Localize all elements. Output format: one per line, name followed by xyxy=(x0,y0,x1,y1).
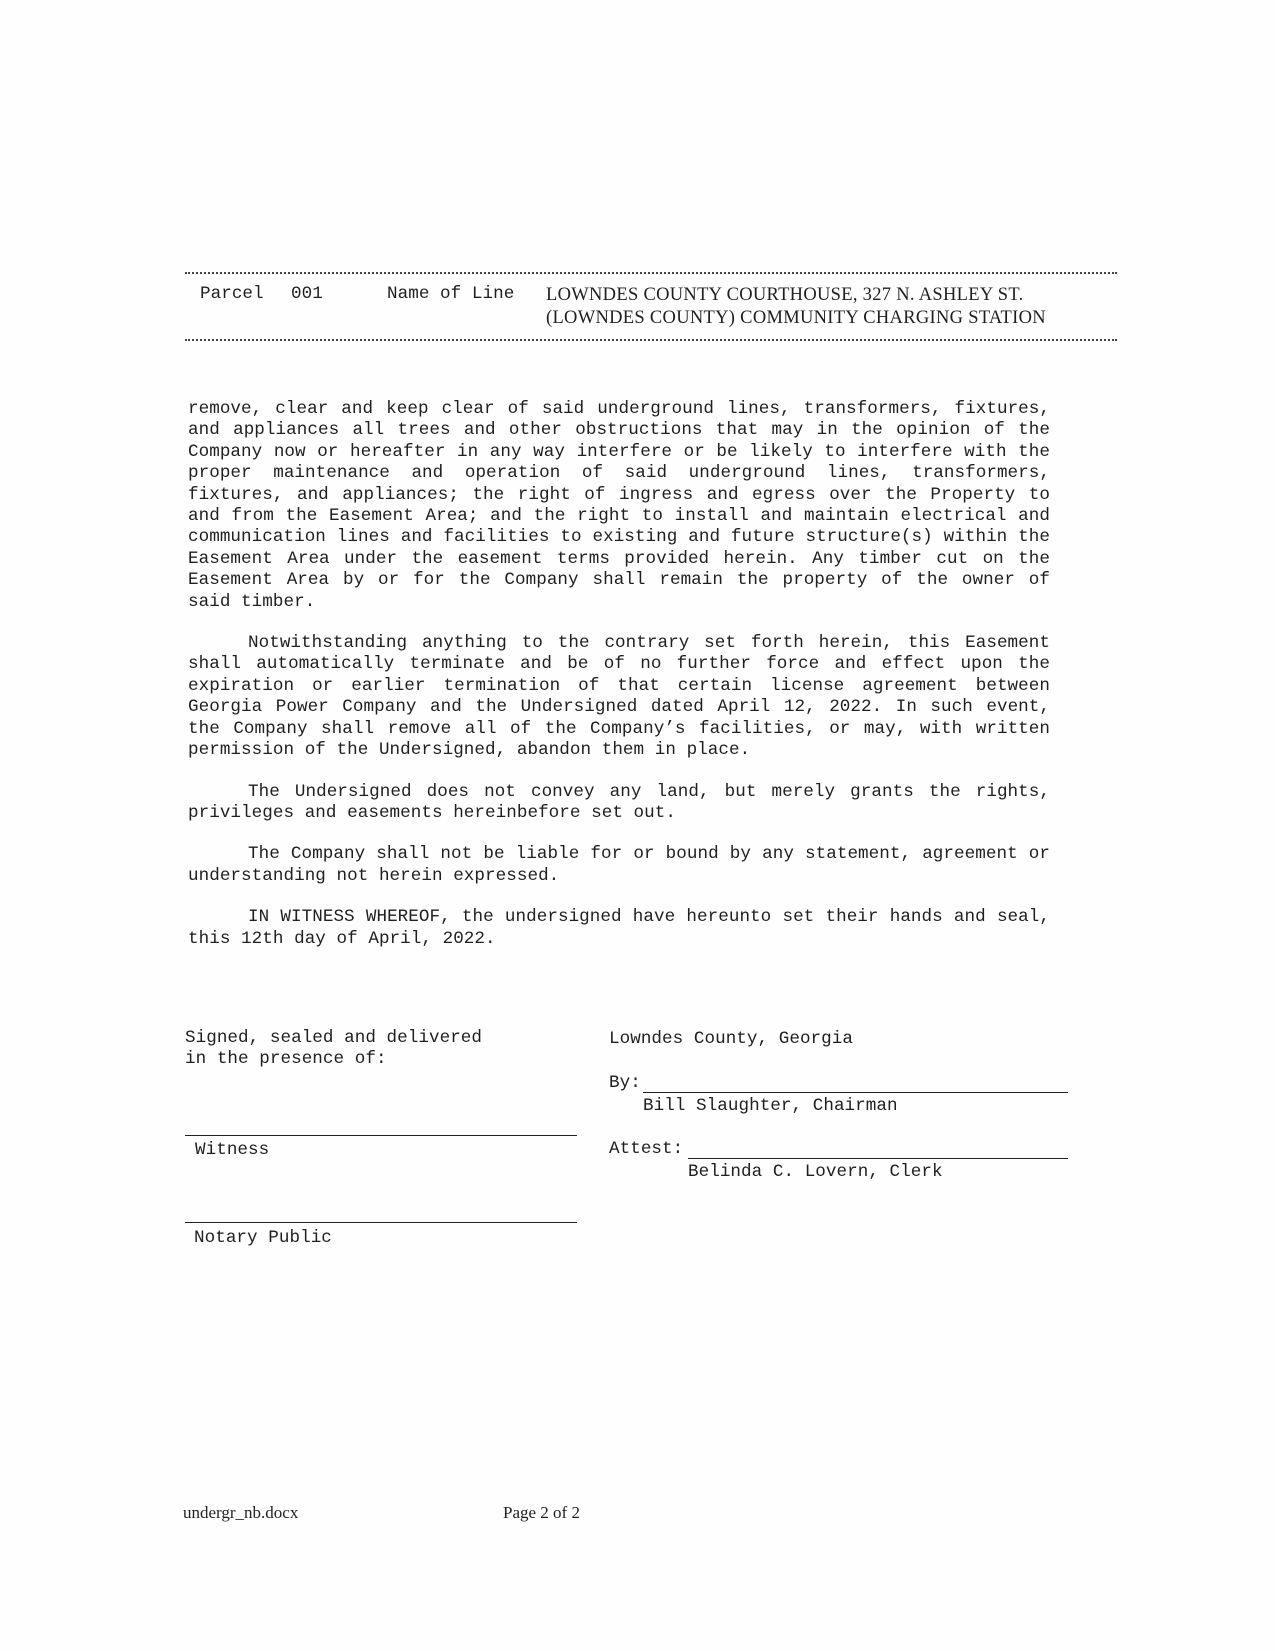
footer-filename: undergr_nb.docx xyxy=(183,1503,299,1522)
parcel-number: 001 xyxy=(291,284,323,304)
header-bottom-rule xyxy=(185,339,1117,341)
paragraph-in-witness: IN WITNESS WHEREOF, the undersigned have hereunto set their hands and seal, this 12th day of April, 2022. xyxy=(188,907,1050,949)
by-label: By: xyxy=(609,1073,641,1093)
header-top-rule xyxy=(185,272,1117,274)
document-body xyxy=(188,399,1050,970)
chairman-name: Bill Slaughter, Chairman xyxy=(643,1096,898,1116)
footer-page-indicator: Page 2 of 2 xyxy=(503,1503,580,1522)
paragraph-termination: Notwithstanding anything to the contrary set forth herein, this Easement shall automatically terminate and be of no further force and effect upon the expiration or earlier termination of that certain license agreement between Georgia Power Company and the Undersigned dated April 12, 2022. In such event, the Company shall remove all of the Company’s facilities, or may, with written permission of the Undersigned, abandon them in place. xyxy=(188,633,1050,761)
paragraph-no-land-conveyed: The Undersigned does not convey any land, but merely grants the rights, privileges and easements hereinbefore set out. xyxy=(188,781,1050,823)
notary-label: Notary Public xyxy=(194,1228,332,1248)
paragraph-easement-rights: remove, clear and keep clear of said underground lines, transformers, fixtures, and appliances all trees and other obstructions that may in the opinion of the Company now or hereafter in any way interfere or be likely to interfere with the proper maintenance and operation of said underground lines, transformers, fixtures, and appliances; the right of ingress and egress over the Property to and from the Easement Area; and the right to install and maintain electrical and communication lines and facilities to existing and future structure(s) within the Easement Area under the easement terms provided herein. Any timber cut on the Easement Area by or for the Company shall remain the property of the owner of said timber. xyxy=(188,399,1050,612)
chairman-signature-line[interactable] xyxy=(643,1092,1068,1093)
witness-label: Witness xyxy=(195,1140,270,1160)
parcel-label: Parcel xyxy=(200,284,264,304)
witness-signature-line[interactable] xyxy=(185,1135,577,1136)
name-of-line-label: Name of Line xyxy=(387,284,515,304)
clerk-name: Belinda C. Lovern, Clerk xyxy=(688,1162,943,1182)
signed-sealed-line-2: in the presence of: xyxy=(185,1049,387,1069)
clerk-signature-line[interactable] xyxy=(688,1158,1068,1159)
notary-signature-line[interactable] xyxy=(185,1222,577,1223)
name-of-line-value-2: (LOWNDES COUNTY) COMMUNITY CHARGING STATION xyxy=(546,308,1046,328)
grantor-name: Lowndes County, Georgia xyxy=(609,1029,853,1049)
signed-sealed-line-1: Signed, sealed and delivered xyxy=(185,1028,483,1048)
attest-label: Attest: xyxy=(609,1139,684,1159)
paragraph-liability: The Company shall not be liable for or bound by any statement, agreement or understanding not herein expressed. xyxy=(188,844,1050,886)
name-of-line-value-1: LOWNDES COUNTY COURTHOUSE, 327 N. ASHLEY ST. xyxy=(546,285,1024,305)
